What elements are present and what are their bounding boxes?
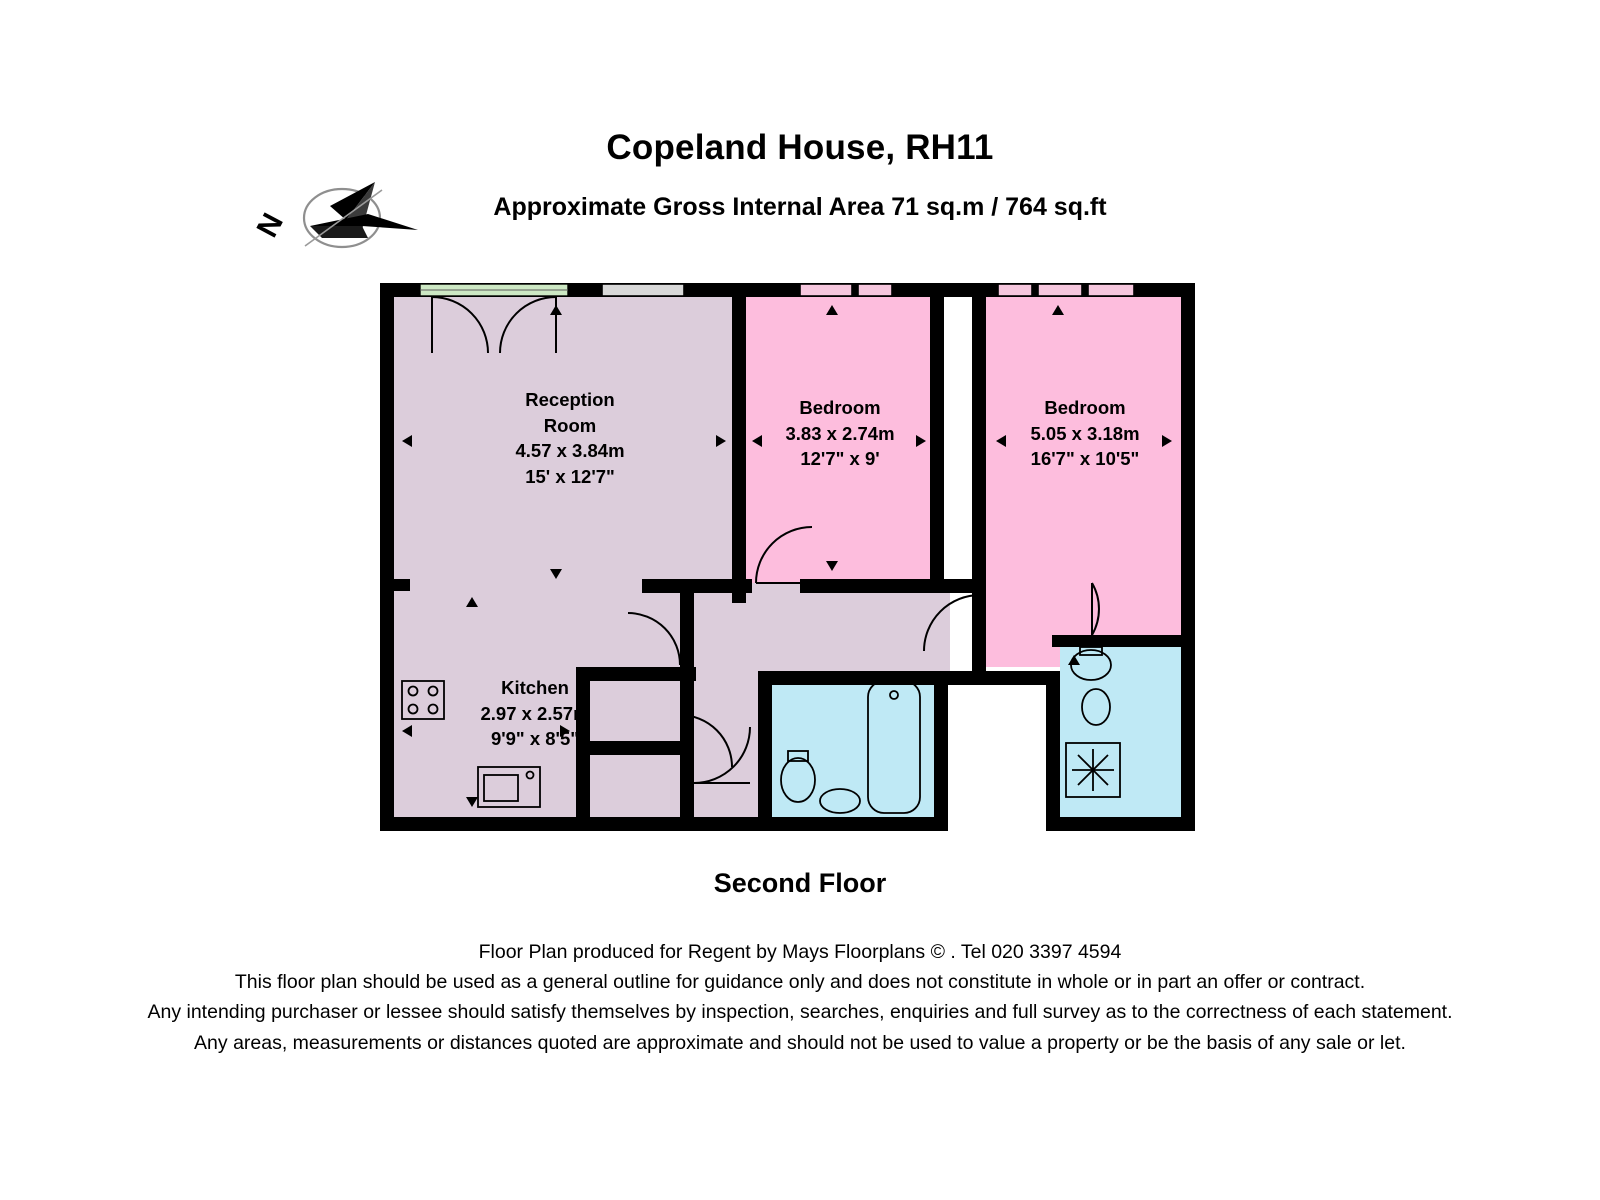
disclaimer-line-2: Any intending purchaser or lessee should satisfy themselves by inspection, searches, enquiries and full survey as to the correctness of each statement.: [147, 1001, 1453, 1024]
compass-icon: [250, 168, 430, 268]
room-label-kitchen: Kitchen 2.97 x 2.57m 9'9" x 8'5": [480, 677, 590, 750]
compass-north-label: N: [250, 208, 291, 243]
page-title: Copeland House, RH11: [606, 128, 994, 167]
room-label-bedroom-1: Bedroom 3.83 x 2.74m 12'7" x 9': [785, 397, 895, 470]
credit-line: Floor Plan produced for Regent by Mays Floorplans © . Tel 020 3397 4594: [478, 941, 1122, 963]
bathroom-fill: [768, 673, 938, 819]
disclaimer-line-3: Any areas, measurements or distances quoted are approximate and should not be used to value a property or be the basis of any sale or let.: [194, 1031, 1406, 1054]
room-label-bedroom-2: Bedroom 5.05 x 3.18m 16'7" x 10'5": [1030, 397, 1140, 470]
gross-area-subtitle: Approximate Gross Internal Area 71 sq.m / 764 sq.ft: [493, 193, 1107, 221]
disclaimer: [0, 937, 1600, 1058]
floorplan-drawing: [380, 283, 1195, 831]
bedroom-2-fill: [986, 295, 1186, 667]
room-label-reception: Reception Room 4.57 x 3.84m 15' x 12'7": [515, 389, 625, 487]
floor-caption: Second Floor: [713, 868, 887, 898]
disclaimer-line-1: This floor plan should be used as a general outline for guidance only and does not constitute in whole or in part an offer or contract.: [234, 971, 1366, 994]
ensuite-fill: [1060, 638, 1186, 819]
